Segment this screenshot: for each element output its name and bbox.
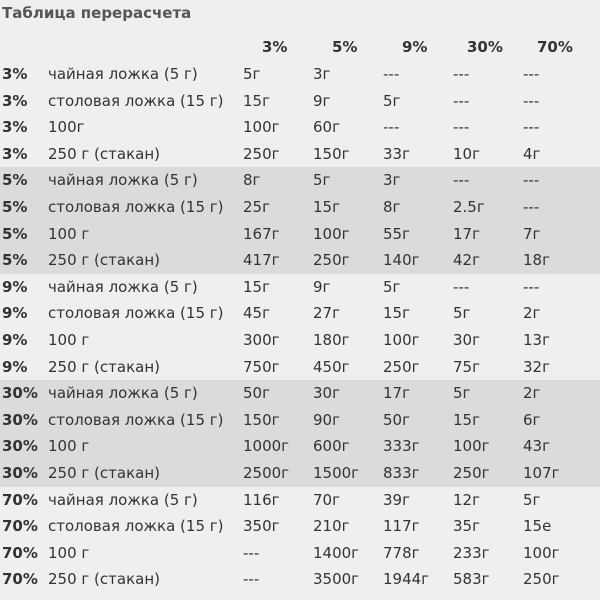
table-row	[0, 167, 600, 194]
table-row	[0, 141, 600, 168]
value-cell: 117г	[383, 517, 420, 536]
value-cell: 350г	[243, 517, 280, 536]
table-row	[0, 221, 600, 248]
table-row	[0, 380, 600, 407]
value-cell: 3г	[313, 65, 331, 83]
value-cell: 5г	[313, 171, 331, 190]
value-cell: 107г	[523, 463, 560, 482]
value-cell: ---	[523, 277, 540, 296]
source-percent-cell: 30%	[2, 463, 38, 482]
concentration-group	[0, 380, 600, 486]
value-cell: 32г	[523, 357, 550, 376]
source-percent-cell: 5%	[2, 171, 28, 190]
source-percent-cell: 70%	[2, 570, 38, 589]
source-percent-cell: 9%	[2, 277, 28, 296]
value-cell: 5г	[383, 277, 401, 296]
value-cell: 15г	[243, 91, 270, 110]
table-row	[0, 354, 600, 381]
value-cell: 1944г	[383, 570, 430, 589]
source-percent-cell: 3%	[2, 91, 28, 110]
value-cell: 2.5г	[453, 197, 485, 216]
value-cell: 1400г	[313, 543, 360, 562]
concentration-group	[0, 274, 600, 380]
amount-cell: 250 г (стакан)	[48, 251, 160, 270]
value-cell: 1000г	[243, 437, 290, 456]
amount-cell: 250 г (стакан)	[48, 144, 160, 163]
value-cell: 70г	[313, 490, 340, 509]
value-cell: 3500г	[313, 570, 360, 589]
value-cell: ---	[523, 65, 540, 83]
source-percent-cell: 5%	[2, 251, 28, 270]
value-cell: 27г	[313, 304, 340, 323]
value-cell: 5г	[523, 490, 541, 509]
amount-cell: столовая ложка (15 г)	[48, 197, 224, 216]
value-cell: 180г	[313, 330, 350, 349]
value-cell: 42г	[453, 251, 480, 270]
amount-cell: столовая ложка (15 г)	[48, 304, 224, 323]
value-cell: 55г	[383, 224, 410, 243]
value-cell: ---	[523, 197, 540, 216]
value-cell: ---	[383, 118, 400, 137]
source-percent-cell: 70%	[2, 543, 38, 562]
table-row	[0, 460, 600, 487]
amount-cell: 250 г (стакан)	[48, 357, 160, 376]
amount-cell: 100 г	[48, 330, 90, 349]
value-cell: 300г	[243, 330, 280, 349]
table-row	[0, 88, 600, 115]
value-cell: 2500г	[243, 463, 290, 482]
value-cell: 5г	[243, 65, 261, 83]
value-cell: 13г	[523, 330, 550, 349]
value-cell: 8г	[383, 197, 401, 216]
value-cell: 450г	[313, 357, 350, 376]
amount-cell: столовая ложка (15 г)	[48, 517, 224, 536]
value-cell: ---	[453, 65, 470, 83]
value-cell: 45г	[243, 304, 270, 323]
source-percent-cell: 9%	[2, 357, 28, 376]
table-row	[0, 300, 600, 327]
column-header: 70%	[537, 38, 573, 56]
value-cell: 15г	[383, 304, 410, 323]
recalculation-table	[0, 61, 600, 593]
value-cell: 43г	[523, 437, 550, 456]
source-percent-cell: 5%	[2, 224, 28, 243]
value-cell: 17г	[383, 384, 410, 403]
value-cell: 3г	[383, 171, 401, 190]
value-cell: 9г	[313, 277, 331, 296]
value-cell: ---	[523, 91, 540, 110]
value-cell: 100г	[383, 330, 420, 349]
concentration-group	[0, 487, 600, 593]
value-cell: 7г	[523, 224, 541, 243]
amount-cell: чайная ложка (5 г)	[48, 384, 198, 403]
value-cell: 15е	[523, 517, 552, 536]
value-cell: 167г	[243, 224, 280, 243]
table-row	[0, 566, 600, 593]
value-cell: 30г	[313, 384, 340, 403]
value-cell: ---	[453, 277, 470, 296]
value-cell: 116г	[243, 490, 280, 509]
value-cell: ---	[453, 171, 470, 190]
value-cell: 140г	[383, 251, 420, 270]
value-cell: 10г	[453, 144, 480, 163]
value-cell: 5г	[453, 304, 471, 323]
value-cell: 6г	[523, 410, 541, 429]
amount-cell: 100 г	[48, 224, 90, 243]
value-cell: 150г	[243, 410, 280, 429]
value-cell: 210г	[313, 517, 350, 536]
column-header: 9%	[402, 38, 428, 56]
value-cell: 250г	[313, 251, 350, 270]
table-row	[0, 407, 600, 434]
value-cell: 100г	[243, 118, 280, 137]
table-row	[0, 274, 600, 301]
value-cell: 5г	[383, 91, 401, 110]
amount-cell: чайная ложка (5 г)	[48, 277, 198, 296]
column-header-row	[0, 38, 600, 58]
amount-cell: чайная ложка (5 г)	[48, 171, 198, 190]
amount-cell: 100г	[48, 118, 85, 137]
table-row	[0, 247, 600, 274]
value-cell: 75г	[453, 357, 480, 376]
value-cell: 33г	[383, 144, 410, 163]
source-percent-cell: 70%	[2, 517, 38, 536]
value-cell: 25г	[243, 197, 270, 216]
value-cell: ---	[243, 543, 260, 562]
table-row	[0, 194, 600, 221]
value-cell: 90г	[313, 410, 340, 429]
value-cell: 1500г	[313, 463, 360, 482]
value-cell: 100г	[313, 224, 350, 243]
value-cell: 8г	[243, 171, 261, 190]
value-cell: 250г	[523, 570, 560, 589]
value-cell: 15г	[453, 410, 480, 429]
value-cell: 50г	[383, 410, 410, 429]
column-header: 5%	[332, 38, 358, 56]
amount-cell: чайная ложка (5 г)	[48, 65, 198, 83]
value-cell: 333г	[383, 437, 420, 456]
value-cell: 2г	[523, 304, 541, 323]
value-cell: 250г	[243, 144, 280, 163]
source-percent-cell: 70%	[2, 490, 38, 509]
source-percent-cell: 3%	[2, 65, 28, 83]
value-cell: 417г	[243, 251, 280, 270]
value-cell: 12г	[453, 490, 480, 509]
value-cell: 50г	[243, 384, 270, 403]
concentration-group	[0, 167, 600, 273]
table-row	[0, 327, 600, 354]
value-cell: 250г	[453, 463, 490, 482]
source-percent-cell: 30%	[2, 410, 38, 429]
value-cell: 30г	[453, 330, 480, 349]
value-cell: ---	[453, 118, 470, 137]
source-percent-cell: 5%	[2, 197, 28, 216]
table-row	[0, 487, 600, 514]
source-percent-cell: 30%	[2, 437, 38, 456]
value-cell: 9г	[313, 91, 331, 110]
value-cell: 250г	[383, 357, 420, 376]
column-header: 30%	[467, 38, 503, 56]
value-cell: 233г	[453, 543, 490, 562]
value-cell: 35г	[453, 517, 480, 536]
source-percent-cell: 30%	[2, 384, 38, 403]
value-cell: 4г	[523, 144, 541, 163]
value-cell: 5г	[453, 384, 471, 403]
value-cell: 583г	[453, 570, 490, 589]
value-cell: 18г	[523, 251, 550, 270]
source-percent-cell: 3%	[2, 118, 28, 137]
value-cell: 60г	[313, 118, 340, 137]
source-percent-cell: 3%	[2, 144, 28, 163]
value-cell: 2г	[523, 384, 541, 403]
table-row	[0, 114, 600, 141]
page-title: Таблица перерасчета	[2, 4, 192, 22]
table-row	[0, 540, 600, 567]
value-cell: ---	[383, 65, 400, 83]
value-cell: 150г	[313, 144, 350, 163]
amount-cell: 250 г (стакан)	[48, 463, 160, 482]
amount-cell: 100 г	[48, 543, 90, 562]
value-cell: 39г	[383, 490, 410, 509]
value-cell: 100г	[523, 543, 560, 562]
amount-cell: 250 г (стакан)	[48, 570, 160, 589]
table-row	[0, 433, 600, 460]
source-percent-cell: 9%	[2, 330, 28, 349]
value-cell: 15г	[243, 277, 270, 296]
value-cell: 778г	[383, 543, 420, 562]
column-header: 3%	[262, 38, 288, 56]
value-cell: ---	[523, 118, 540, 137]
amount-cell: столовая ложка (15 г)	[48, 91, 224, 110]
amount-cell: чайная ложка (5 г)	[48, 490, 198, 509]
value-cell: 600г	[313, 437, 350, 456]
value-cell: ---	[453, 91, 470, 110]
table-row	[0, 61, 600, 88]
amount-cell: столовая ложка (15 г)	[48, 410, 224, 429]
value-cell: 100г	[453, 437, 490, 456]
value-cell: 833г	[383, 463, 420, 482]
value-cell: 17г	[453, 224, 480, 243]
value-cell: ---	[523, 171, 540, 190]
value-cell: 750г	[243, 357, 280, 376]
table-row	[0, 513, 600, 540]
source-percent-cell: 9%	[2, 304, 28, 323]
value-cell: 15г	[313, 197, 340, 216]
concentration-group	[0, 61, 600, 167]
value-cell: ---	[243, 570, 260, 589]
amount-cell: 100 г	[48, 437, 90, 456]
